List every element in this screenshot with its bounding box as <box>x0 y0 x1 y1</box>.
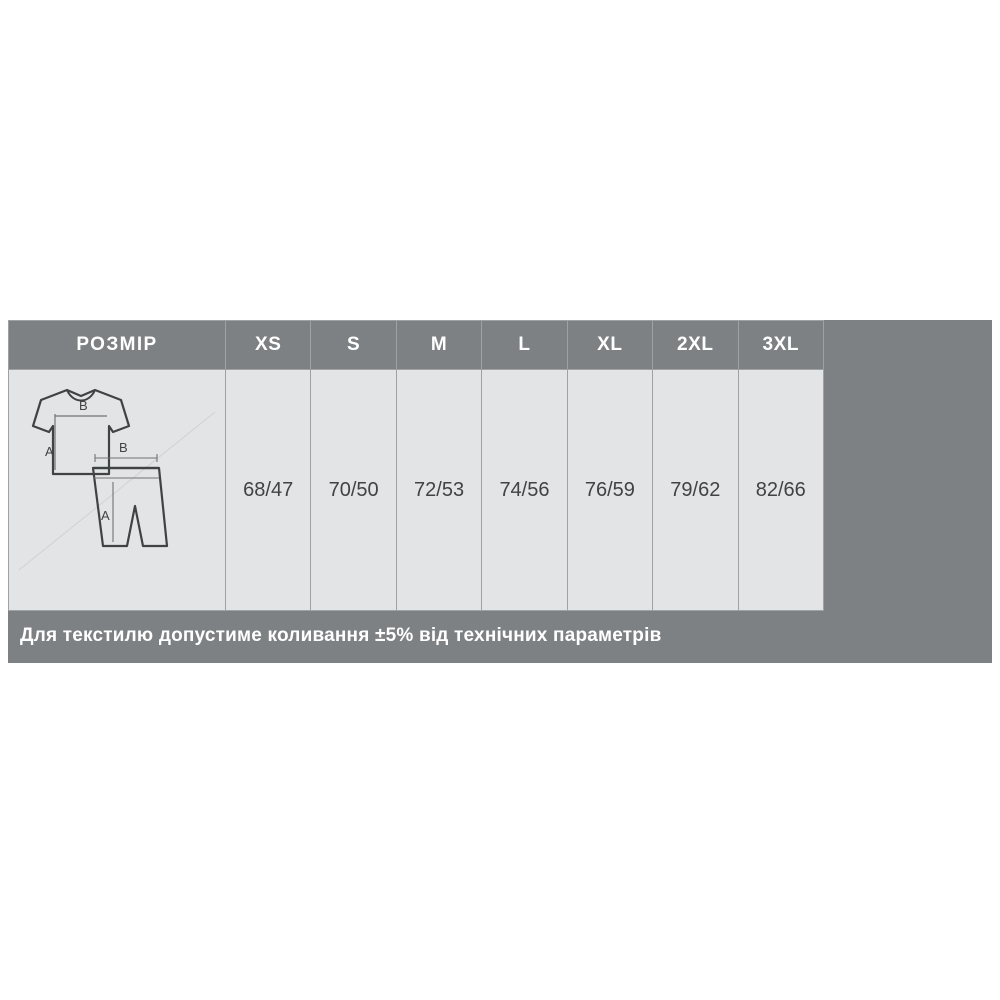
column-header-3xl: 3XL <box>738 321 823 370</box>
column-header-2xl: 2XL <box>653 321 738 370</box>
table-header-row <box>9 321 824 370</box>
column-header-s: S <box>311 321 396 370</box>
column-header-xl: XL <box>567 321 652 370</box>
pants-marker-a: A <box>101 508 110 523</box>
cell-3xl: 82/66 <box>738 370 823 611</box>
cell-xs: 68/47 <box>226 370 311 611</box>
cell-xl: 76/59 <box>567 370 652 611</box>
measurement-illustration-cell <box>9 370 226 611</box>
column-header-m: M <box>396 321 481 370</box>
size-chart <box>8 320 992 663</box>
cell-s: 70/50 <box>311 370 396 611</box>
shirt-marker-a: A <box>45 444 54 459</box>
size-chart-table-wrapper <box>8 320 992 611</box>
cell-l: 74/56 <box>482 370 567 611</box>
column-header-size: РОЗМІР <box>9 321 226 370</box>
tshirt-and-pants-measure-icon <box>9 370 225 610</box>
column-header-xs: XS <box>226 321 311 370</box>
size-table-head <box>9 321 824 370</box>
shirt-marker-b: B <box>79 398 88 413</box>
column-header-l: L <box>482 321 567 370</box>
table-right-filler <box>824 320 992 611</box>
table-row <box>9 370 824 611</box>
tolerance-note: Для текстилю допустиме коливання ±5% від технічних параметрів <box>20 625 662 646</box>
size-table <box>8 320 824 611</box>
size-table-body <box>9 370 824 611</box>
cell-2xl: 79/62 <box>653 370 738 611</box>
cell-m: 72/53 <box>396 370 481 611</box>
pants-marker-b: B <box>119 440 128 455</box>
